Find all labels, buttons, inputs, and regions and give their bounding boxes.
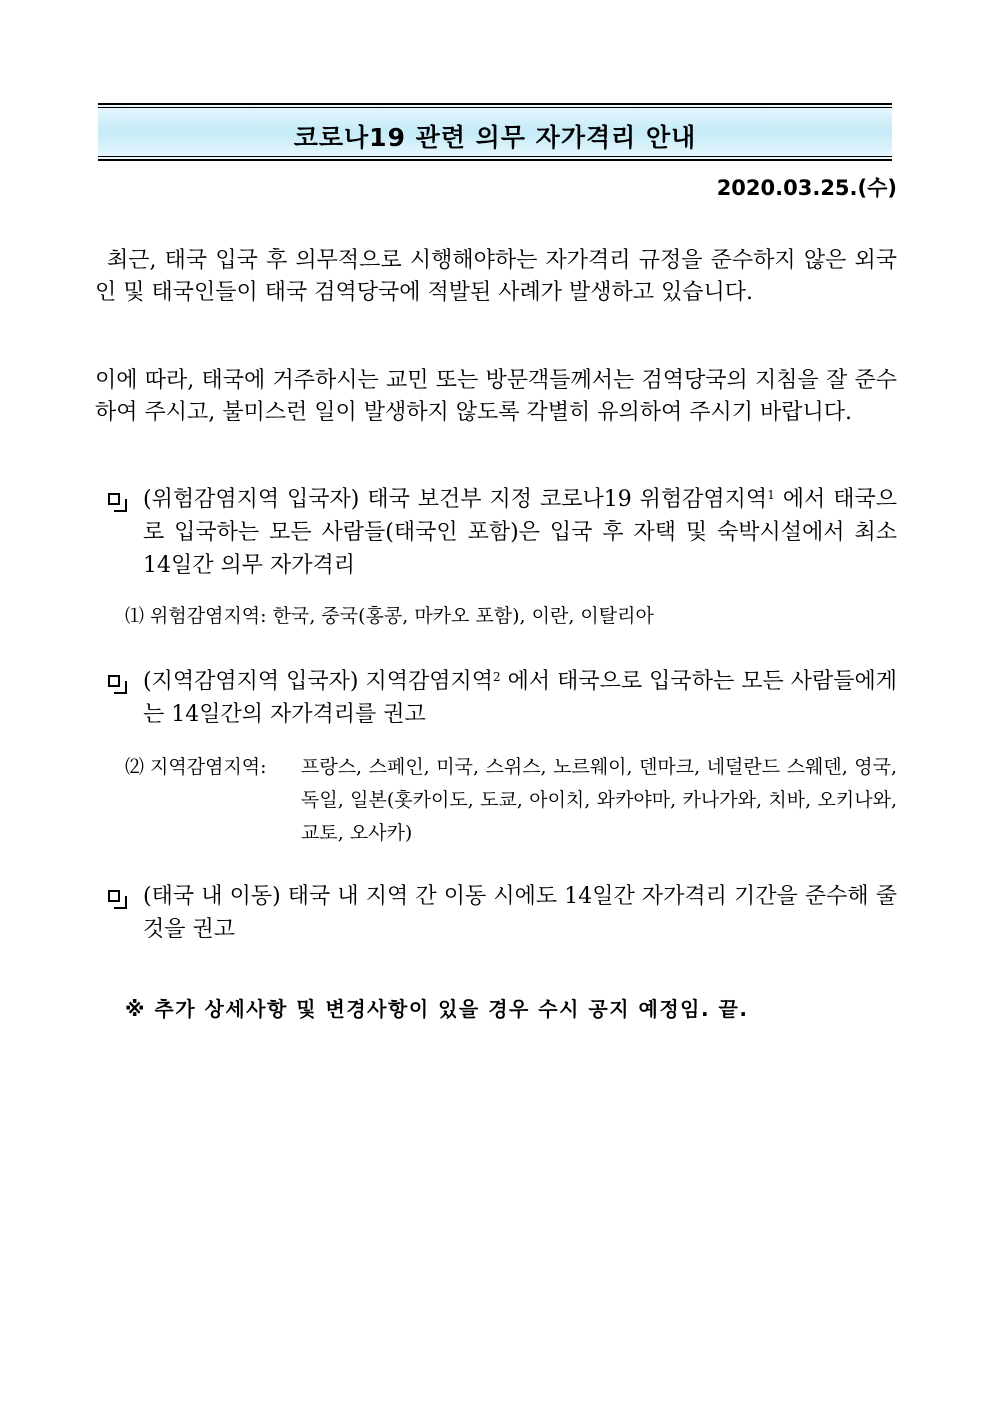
- footnote: [125, 600, 897, 633]
- intro-paragraph: 최근, 태국 입국 후 의무적으로 시행해야하는 자가격리 규정을 준수하지 않은 외국인 및 태국인들이 태국 검역당국에 적발된 사례가 발생하고 있습니다.: [95, 248, 897, 305]
- checkbox-square-icon: [108, 493, 120, 505]
- footnote-label: ⑵ 지역감염지역:: [125, 756, 267, 778]
- request-paragraph: 이에 따라, 태국에 거주하시는 교민 또는 방문객들께서는 검역당국의 지침을 잘 준수하여 주시고, 불미스런 일이 발생하지 않도록 각별히 유의하여 주시기 바랍니다.: [95, 368, 897, 425]
- list-item-text: (지역감염지역 입국자) 지역감염지역: [143, 669, 493, 694]
- footnote-marker: 1: [767, 488, 775, 502]
- closing-note: ※ 추가 상세사항 및 변경사항이 있을 경우 수시 공지 예정임. 끝.: [125, 997, 749, 1021]
- list-item-text-continued: 에서 태국으로 입국하는 모든 사람들에게는 14일간의 자가격리를 권고: [143, 669, 897, 727]
- document-date: 2020.03.25.(수): [716, 176, 897, 200]
- checkbox-square-icon: [108, 890, 120, 902]
- title-banner: [98, 103, 892, 161]
- list-item-text: (태국 내 이동) 태국 내 지역 간 이동 시에도 14일간 자가격리 기간을 준수해 줄 것을 권고: [143, 884, 897, 942]
- document-title: 코로나19 관련 의무 자가격리 안내: [293, 123, 697, 152]
- checkbox-square-icon: [108, 675, 120, 687]
- list-item: [108, 665, 897, 731]
- list-item: [108, 880, 897, 946]
- list-item-text-continued: 에서 태국으로 입국하는 모든 사람들(태국인 포함)은 입국 후 자택 및 숙박시설에서 최소 14일간 의무 자가격리: [143, 487, 897, 578]
- footnote-text: 한국, 중국(홍콩, 마카오 포함), 이란, 이탈리아: [266, 605, 654, 627]
- footnote-label: ⑴ 위험감염지역:: [125, 605, 267, 627]
- footnote: [125, 751, 897, 850]
- list-item-text: (위험감염지역 입국자) 태국 보건부 지정 코로나19 위험감염지역: [143, 487, 768, 512]
- list-item: [108, 483, 897, 582]
- footnote-text: 프랑스, 스페인, 미국, 스위스, 노르웨이, 덴마크, 네덜란드 스웨덴, 영국, 독일, 일본(홋카이도, 도쿄, 아이치, 와카야마, 카나가와, 치바, 오키나와, 교토, 오사카): [301, 756, 897, 844]
- footnote-marker: 2: [492, 670, 501, 684]
